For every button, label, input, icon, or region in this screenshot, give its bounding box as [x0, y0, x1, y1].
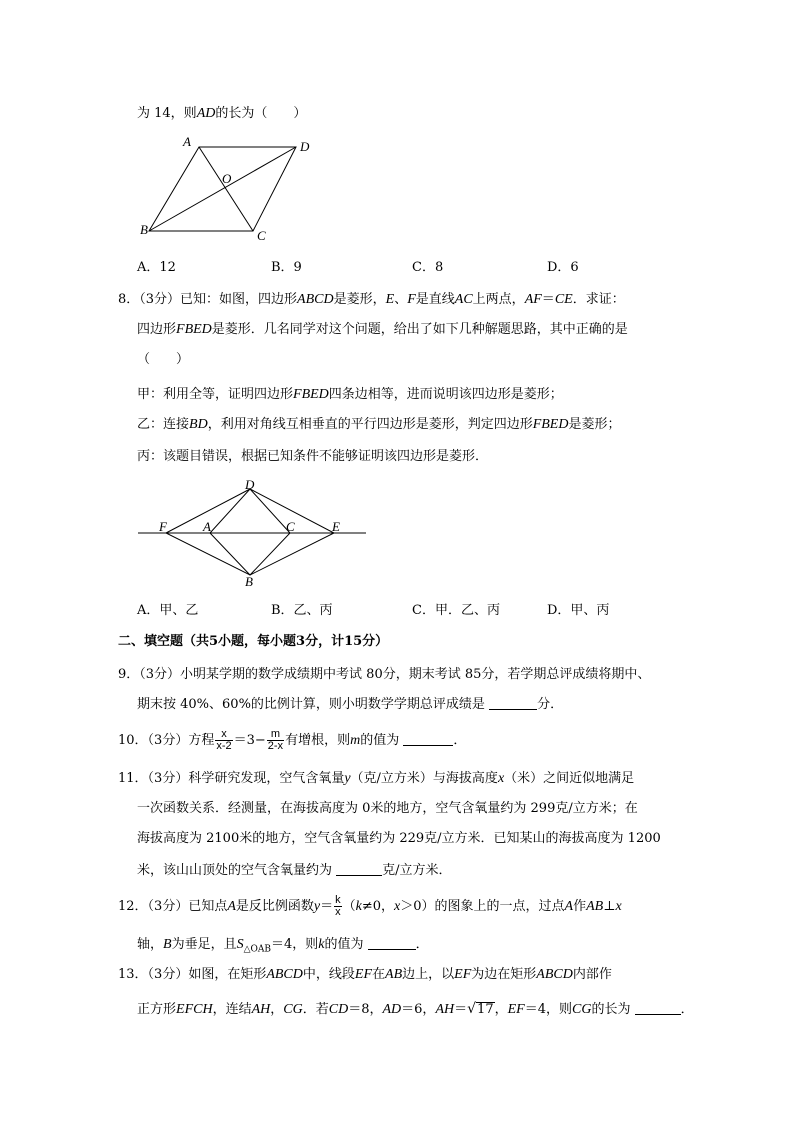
label-e: E — [332, 519, 340, 534]
q13-line-2: 正方形EFCH，连结AH，CG．若CD＝8，AD＝6，AH＝√17，EF＝4，则CG的长为 ． — [137, 1001, 694, 1017]
label-b: B — [245, 574, 253, 589]
q8-option-a: A．甲、乙 — [137, 603, 199, 618]
q11-line-1: 11．（3分）科学研究发现，空气含氧量y（克/立方米）与海拔高度x（米）之间近似地满足 — [118, 771, 635, 786]
q9-line-2: 期末按 40%、60%的比例计算，则小明数学学期总评成绩是 分． — [137, 697, 564, 712]
q11-line-3: 海拔高度为 2100米的地方，空气含氧量约为 229克/立方米．已知某山的海拔高度为 1200 — [137, 831, 661, 846]
q8-rhombus-figure — [130, 475, 380, 590]
q8-bing: 丙：该题目错误，根据已知条件不能够证明该四边形是菱形． — [137, 449, 489, 464]
q8-line-1: 8．（3分）已知：如图，四边形ABCD是菱形，E、F是直线AC上两点，AF＝CE．求证： — [118, 292, 625, 307]
label-d: D — [245, 477, 255, 492]
q13-answer-blank[interactable] — [635, 1000, 681, 1015]
q7-option-b: B．9 — [271, 260, 302, 275]
q8-option-b: B．乙、丙 — [271, 603, 333, 618]
q12-answer-blank[interactable] — [368, 935, 416, 950]
q13-line-1: 13．（3分）如图，在矩形ABCD中，线段EF在AB边上，以EF为边在矩形ABCD内部作 — [118, 967, 612, 982]
q11-line-4: 米，该山山顶处的空气含氧量约为 克/立方米． — [137, 863, 452, 878]
q10-answer-blank[interactable] — [403, 731, 453, 746]
q9-line-1: 9．（3分）小明某学期的数学成绩期中考试 80分，期末考试 85分，若学期总评成绩将期中、 — [118, 667, 651, 682]
q10-fraction-2: $\frac{m}{2-x}$ — [267, 728, 284, 752]
q7-option-a: A．12 — [137, 260, 176, 275]
q8-yi: 乙：连接BD，利用对角线互相垂直的平行四边形是菱形，判定四边形FBED是菱形； — [137, 417, 621, 432]
outer-rhombus-fbed — [166, 489, 334, 575]
inner-rhombus-abcd — [210, 489, 290, 575]
q7-parallelogram-figure — [130, 130, 330, 245]
q7-option-d: D．6 — [547, 260, 579, 275]
label-a: A — [203, 519, 211, 534]
label-f: F — [159, 519, 167, 534]
q7-option-c: C．8 — [412, 260, 444, 275]
label-d: D — [300, 139, 310, 154]
sqrt-symbol: √ — [467, 1001, 477, 1017]
q11-line-2: 一次函数关系．经测量，在海拔高度为 0米的地方，空气含氧量约为 299克/立方米；在 — [137, 801, 638, 816]
label-b: B — [140, 222, 148, 237]
label-a: A — [183, 134, 191, 149]
q10-line: 10．（3分）方程 $\frac{x}{x-2}$ ＝3− $\frac{m}{2-x}$ 有增根，则m的值为 ． — [118, 728, 467, 752]
q12-fraction: $\frac{k}{x}$ — [335, 894, 341, 918]
label-c: C — [286, 519, 295, 534]
q11-answer-blank[interactable] — [336, 861, 382, 876]
q12-line-1: 12．（3分）已知点A是反比例函数y＝ $\frac{k}{x}$ （k≠0，x＞0）的图象上的一点，过点A作AB⊥x — [118, 894, 622, 918]
q9-answer-blank[interactable] — [489, 695, 537, 710]
q7-tail: 为 14，则AD的长为（ ） — [137, 106, 307, 121]
diagonal-ac — [199, 147, 253, 231]
q8-jia: 甲：利用全等，证明四边形FBED四条边相等，进而说明该四边形是菱形； — [137, 387, 563, 402]
q8-line-2: 四边形FBED是菱形．几名同学对这个问题，给出了如下几种解题思路，其中正确的是 — [137, 322, 628, 337]
section-2-heading: 二、填空题（共5小题，每小题3分，计15分） — [118, 634, 389, 649]
q8-option-d: D．甲、丙 — [547, 603, 610, 618]
q8-line-3: （ ） — [137, 352, 190, 367]
q8-option-c: C．甲．乙、丙 — [412, 603, 500, 618]
q13-sqrt-value: 17 — [477, 1002, 494, 1017]
q12-line-2: 轴，B为垂足，且$S_{\triangle OAB}=4$，则k的值为 ． — [137, 937, 429, 955]
label-c: C — [257, 228, 266, 243]
q10-fraction-1: $\frac{x}{x-2}$ — [216, 728, 232, 752]
label-o: O — [222, 171, 232, 186]
